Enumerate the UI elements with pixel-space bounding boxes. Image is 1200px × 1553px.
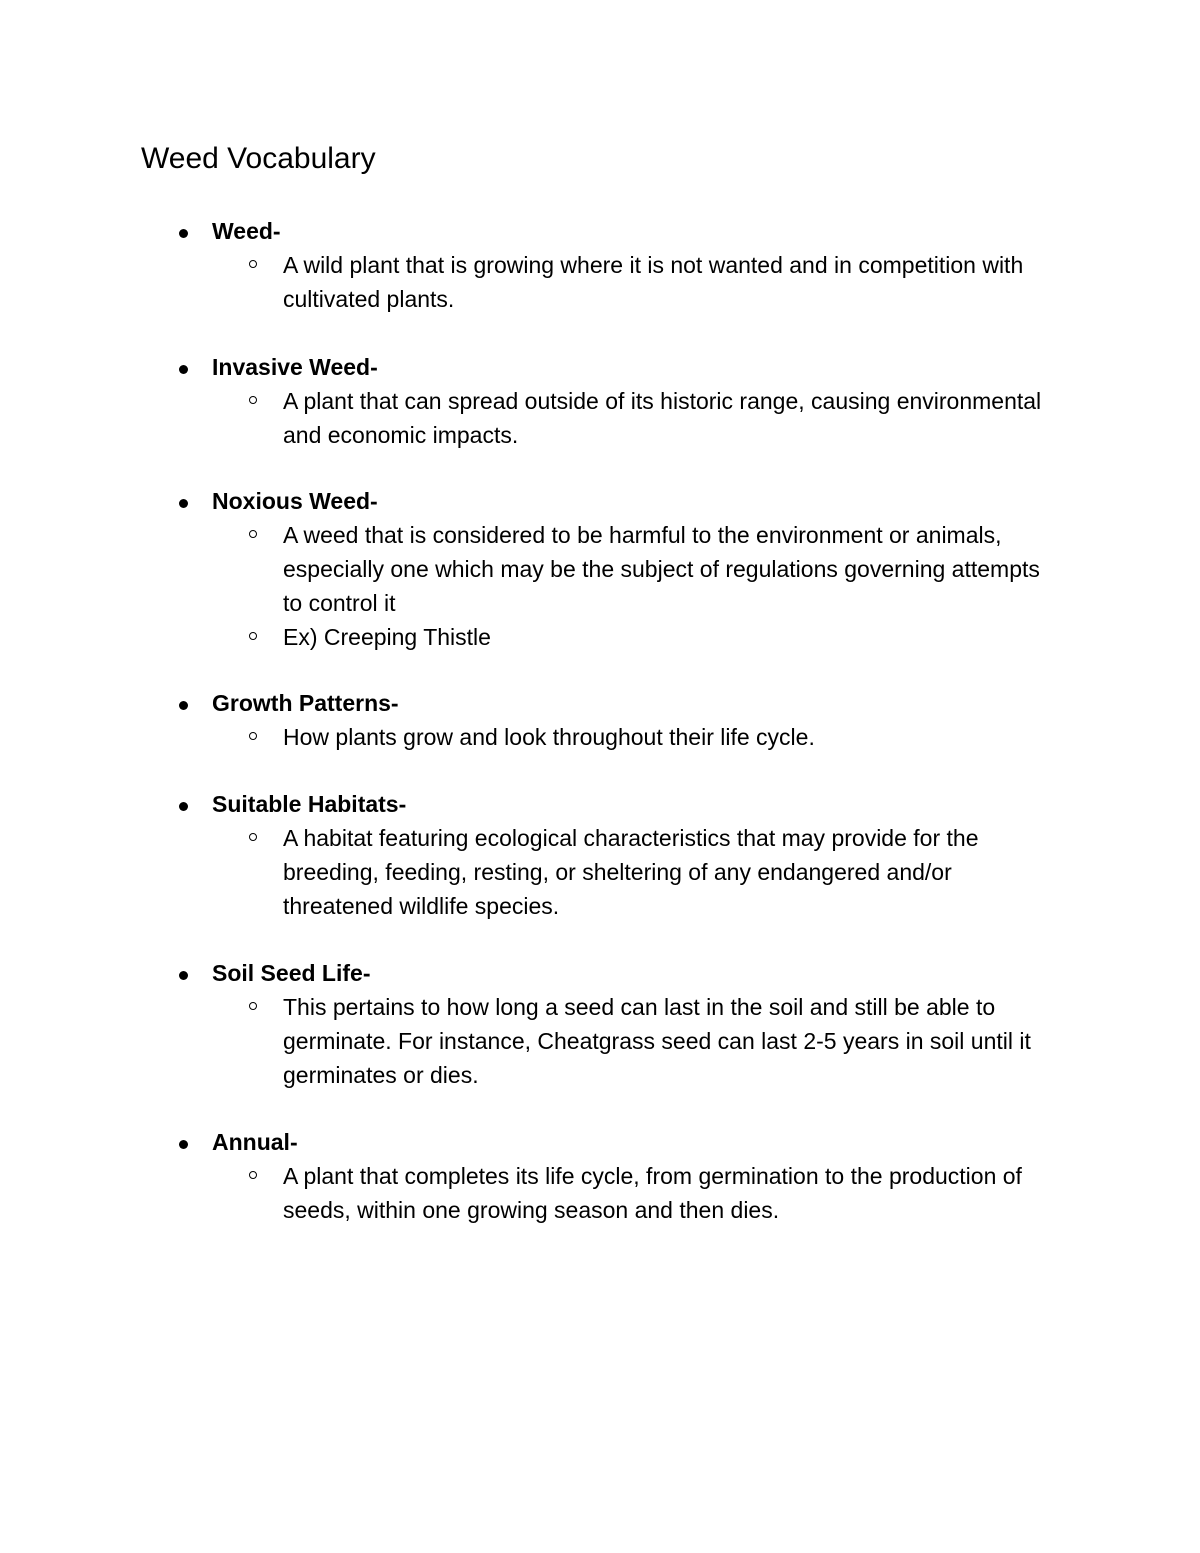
term-item — [0, 350, 1200, 452]
circle-bullet-icon — [249, 833, 257, 841]
term-definition: A habitat featuring ecological characteristics that may provide for the breeding, feeding, resting, or sheltering of any endangered and/or threatened wildlife species. — [283, 825, 979, 919]
term-item — [0, 787, 1200, 923]
term-label: Noxious Weed- — [212, 488, 378, 514]
bullet-icon — [179, 365, 188, 374]
bullet-icon — [179, 229, 188, 238]
term-label: Soil Seed Life- — [212, 960, 371, 986]
bullet-icon — [179, 1140, 188, 1149]
bullet-icon — [179, 701, 188, 710]
term-definition: Ex) Creeping Thistle — [283, 624, 491, 650]
term-definition: A plant that completes its life cycle, from germination to the production of seeds, within one growing season and then dies. — [283, 1163, 1022, 1223]
term-label: Invasive Weed- — [212, 354, 378, 380]
circle-bullet-icon — [249, 530, 257, 538]
term-label: Weed- — [212, 218, 281, 244]
bullet-icon — [179, 802, 188, 811]
circle-bullet-icon — [249, 1002, 257, 1010]
term-label: Annual- — [212, 1129, 298, 1155]
circle-bullet-icon — [249, 732, 257, 740]
term-item — [0, 484, 1200, 654]
page-title: Weed Vocabulary — [141, 142, 376, 175]
circle-bullet-icon — [249, 632, 257, 640]
term-definition: How plants grow and look throughout their life cycle. — [283, 724, 815, 750]
term-definition: A weed that is considered to be harmful to the environment or animals, especially one which may be the subject of regulations governing attempts to control it — [283, 522, 1040, 616]
circle-bullet-icon — [249, 396, 257, 404]
circle-bullet-icon — [249, 260, 257, 268]
term-definition: A wild plant that is growing where it is not wanted and in competition with cultivated plants. — [283, 252, 1024, 312]
term-label: Suitable Habitats- — [212, 791, 407, 817]
circle-bullet-icon — [249, 1171, 257, 1179]
term-label: Growth Patterns- — [212, 690, 399, 716]
term-item — [0, 956, 1200, 1092]
bullet-icon — [179, 971, 188, 980]
term-item — [0, 214, 1200, 316]
term-definition: This pertains to how long a seed can last in the soil and still be able to germinate. For instance, Cheatgrass seed can last 2-5 years in soil until it germinates or dies. — [283, 994, 1031, 1088]
term-definition: A plant that can spread outside of its historic range, causing environmental and economic impacts. — [283, 388, 1042, 448]
term-item — [0, 1125, 1200, 1227]
term-item — [0, 686, 1200, 754]
bullet-icon — [179, 499, 188, 508]
